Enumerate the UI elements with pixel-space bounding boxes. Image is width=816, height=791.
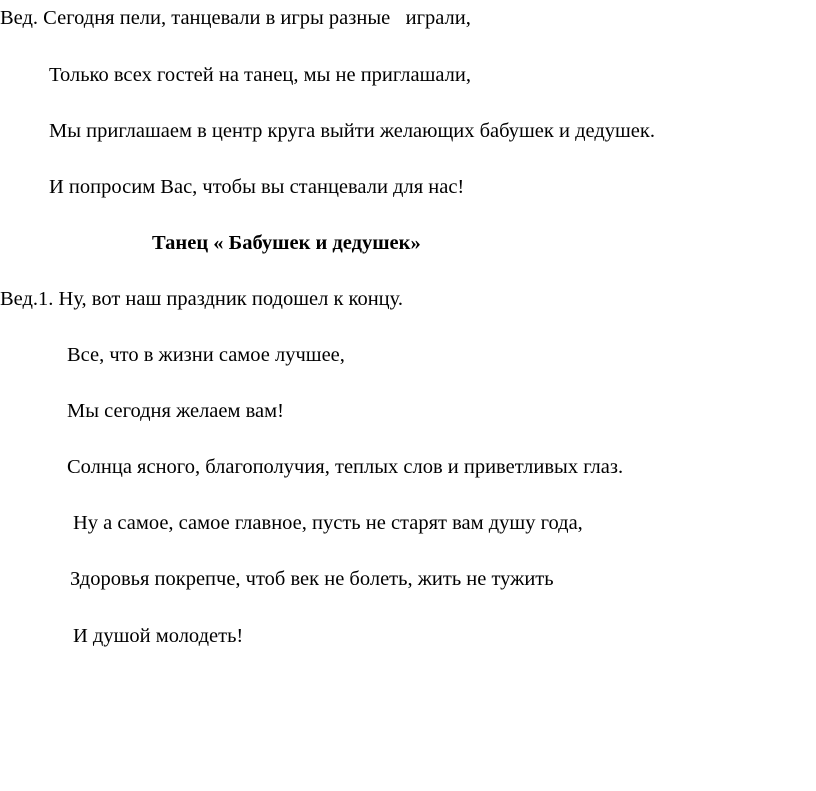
dance-title: Танец « Бабушек и дедушек»	[152, 232, 421, 254]
text-line-2: Только всех гостей на танец, мы не приглашали,	[49, 64, 471, 86]
text-line-1: Вед. Сегодня пели, танцевали в игры разные играли,	[0, 7, 471, 29]
text-line-10: Ну а самое, самое главное, пусть не старят вам душу года,	[73, 512, 583, 534]
text-line-4: И попросим Вас, чтобы вы станцевали для нас!	[49, 176, 465, 198]
text-line-6: Вед.1. Ну, вот наш праздник подошел к концу.	[0, 288, 403, 310]
text-line-7: Все, что в жизни самое лучшее,	[67, 344, 345, 366]
text-line-3: Мы приглашаем в центр круга выйти желающих бабушек и дедушек.	[49, 120, 655, 142]
text-line-12: И душой молодеть!	[73, 625, 244, 647]
text-line-11: Здоровья покрепче, чтоб век не болеть, жить не тужить	[70, 568, 554, 590]
text-line-8: Мы сегодня желаем вам!	[67, 400, 284, 422]
text-line-9: Солнца ясного, благополучия, теплых слов и приветливых глаз.	[67, 456, 624, 478]
